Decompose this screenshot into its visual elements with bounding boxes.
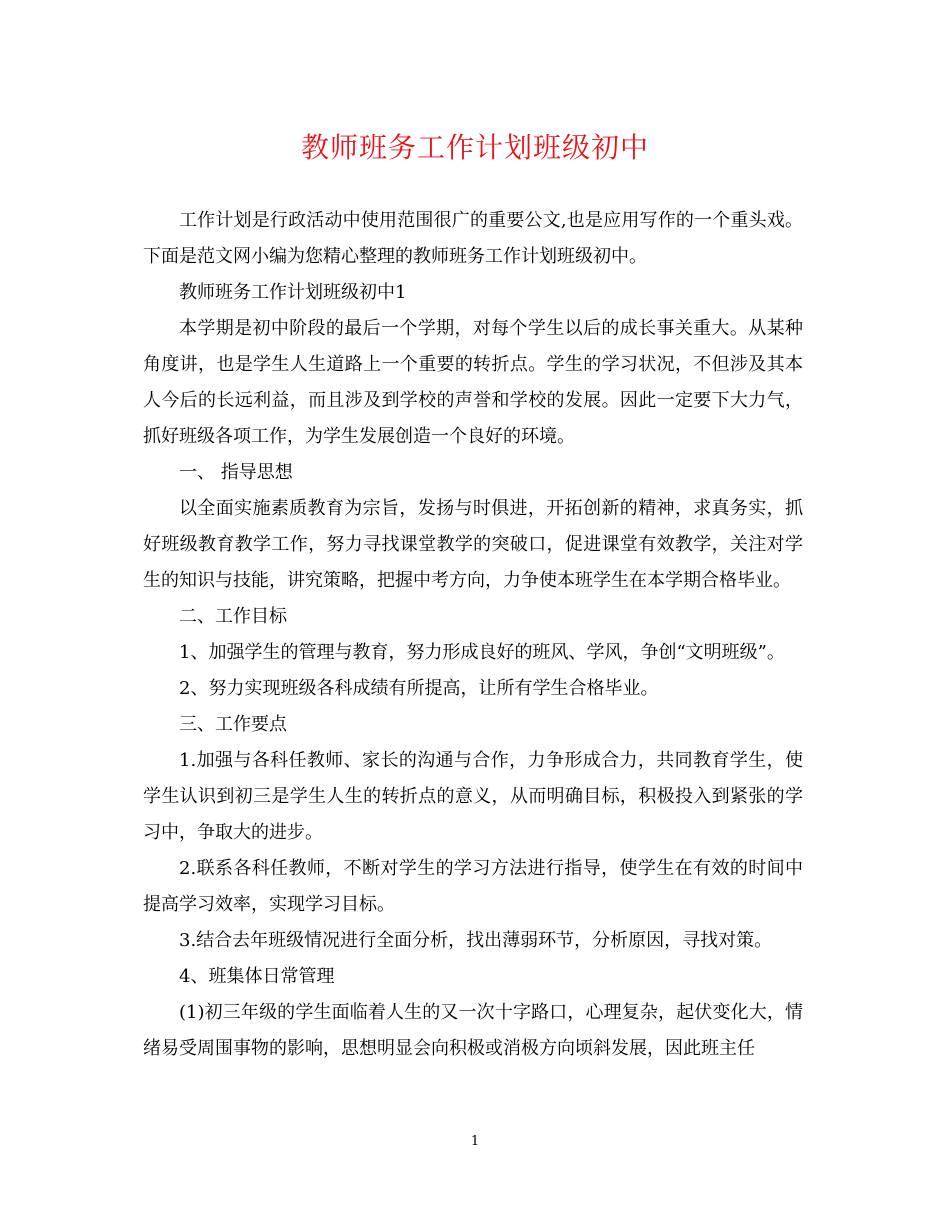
heading-work-points: 三、工作要点 [179, 714, 287, 735]
page-number: 1 [470, 1134, 480, 1149]
paragraph-daily-management-1: (1)初三年级的学生面临着人生的又一次十字路口，心理复杂，起伏变化大，情绪易受周围事物的影响，思想明显会向积极或消极方向顷斜发展，因此班主任 [143, 1002, 803, 1059]
paragraph-intro: 工作计划是行政活动中使用范围很广的重要公文,也是应用写作的一个重头戏。下面是范文网小编为您精心整理的教师班务工作计划班级初中。 [143, 210, 803, 267]
document-body [143, 203, 803, 1067]
paragraph-goal-1: 1、加强学生的管理与教育，努力形成良好的班风、学风，争创“文明班级”。 [179, 642, 785, 663]
document-title: 教师班务工作计划班级初中 [300, 131, 649, 164]
paragraph-point-1: 1.加强与各科任教师、家长的沟通与合作，力争形成合力，共同教育学生，使学生认识到初三是学生人生的转折点的意义，从而明确目标，积极投入到紧张的学习中，争取大的进步。 [143, 750, 803, 843]
heading-work-goals: 二、工作目标 [179, 606, 287, 627]
paragraph-subtitle: 教师班务工作计划班级初中1 [179, 282, 407, 303]
paragraph-overview: 本学期是初中阶段的最后一个学期，对每个学生以后的成长事关重大。从某种角度讲，也是学生人生道路上一个重要的转折点。学生的学习状况，不但涉及其本人今后的长远利益，而且涉及到学校的声誉和学校的发展。因此一定要下大力气，抓好班级各项工作，为学生发展创造一个良好的环境。 [143, 318, 803, 447]
paragraph-point-2: 2.联系各科任教师，不断对学生的学习方法进行指导，使学生在有效的时间中提高学习效率，实现学习目标。 [143, 858, 803, 915]
paragraph-point-3: 3.结合去年班级情况进行全面分析，找出薄弱环节，分析原因，寻找对策。 [179, 930, 773, 951]
heading-daily-management: 4、班集体日常管理 [179, 966, 335, 987]
paragraph-guiding-thought: 以全面实施素质教育为宗旨，发扬与时俱进，开拓创新的精神，求真务实，抓好班级教育教学工作，努力寻找课堂教学的突破口，促进课堂有效教学，关注对学生的知识与技能，讲究策略，把握中考方向，力争使本班学生在本学期合格毕业。 [143, 498, 803, 591]
paragraph-goal-2: 2、努力实现班级各科成绩有所提高，让所有学生合格毕业。 [179, 678, 659, 699]
heading-guiding-thought: 一、 指导思想 [179, 462, 293, 483]
